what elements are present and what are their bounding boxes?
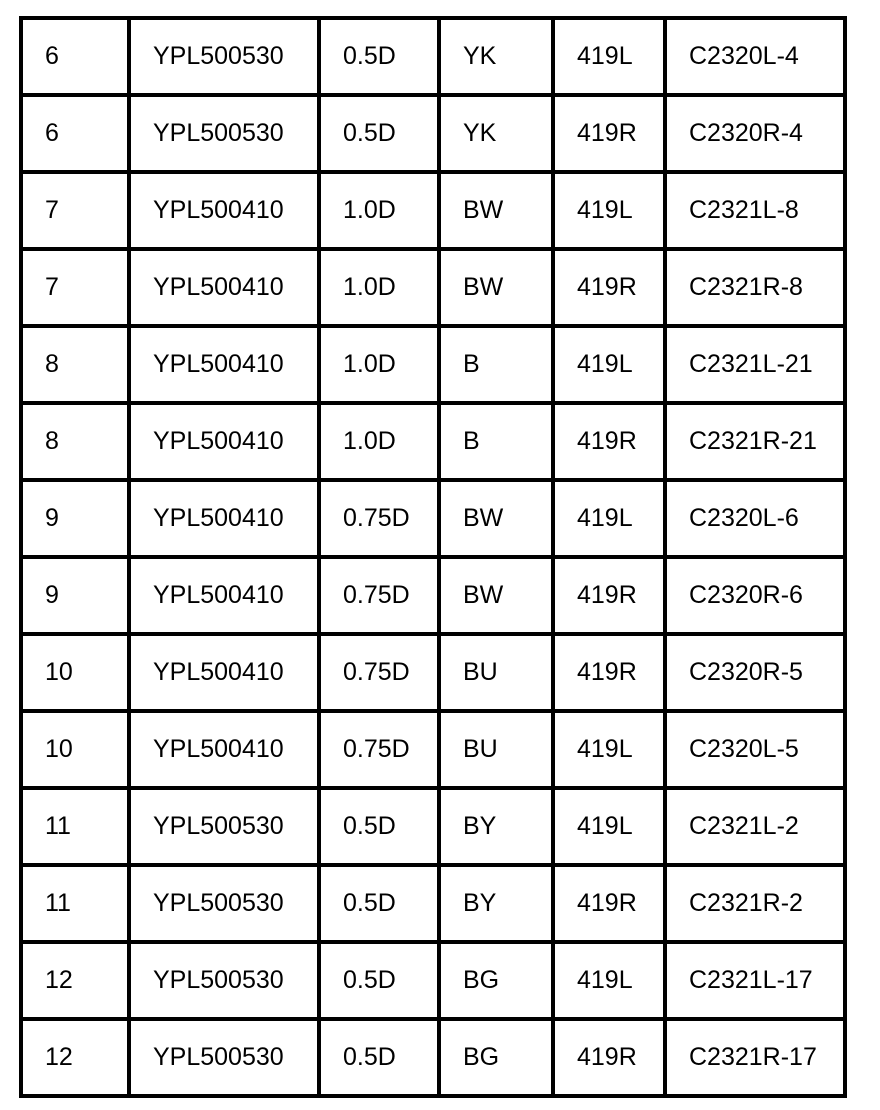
table-cell-lot-code: C2321R-17: [665, 1019, 845, 1096]
table-cell-code: BW: [439, 172, 553, 249]
table-cell-group-number: 7: [21, 249, 129, 326]
table-cell-part-number: YPL500410: [129, 711, 319, 788]
table-cell-diopter: 1.0D: [319, 172, 439, 249]
table-cell-part-number: YPL500530: [129, 865, 319, 942]
table-cell-lot-code: C2320R-6: [665, 557, 845, 634]
table-cell-lot-code: C2320R-5: [665, 634, 845, 711]
table-cell-part-number: YPL500410: [129, 326, 319, 403]
table-row: [21, 634, 845, 711]
table-cell-diopter: 0.75D: [319, 634, 439, 711]
table-cell-lot-code: C2321L-21: [665, 326, 845, 403]
table-cell-diopter: 0.5D: [319, 942, 439, 1019]
table-row: [21, 95, 845, 172]
table-cell-lot-code: C2320R-4: [665, 95, 845, 172]
table-cell-group-number: 8: [21, 326, 129, 403]
table-cell-code: YK: [439, 18, 553, 95]
table-cell-model: 419R: [553, 634, 665, 711]
table-cell-model: 419L: [553, 480, 665, 557]
table-cell-diopter: 0.75D: [319, 557, 439, 634]
table-cell-part-number: YPL500530: [129, 95, 319, 172]
table-row: [21, 326, 845, 403]
table-row: [21, 18, 845, 95]
table-cell-diopter: 0.5D: [319, 18, 439, 95]
table-cell-part-number: YPL500410: [129, 249, 319, 326]
table-cell-group-number: 11: [21, 865, 129, 942]
table-row: [21, 557, 845, 634]
table-cell-diopter: 1.0D: [319, 249, 439, 326]
table-cell-group-number: 12: [21, 1019, 129, 1096]
table-cell-code: YK: [439, 95, 553, 172]
table-cell-model: 419L: [553, 326, 665, 403]
table-cell-code: BG: [439, 942, 553, 1019]
table-cell-lot-code: C2321L-17: [665, 942, 845, 1019]
table-cell-diopter: 0.75D: [319, 711, 439, 788]
table-cell-group-number: 6: [21, 95, 129, 172]
table-cell-lot-code: C2321R-2: [665, 865, 845, 942]
table-cell-diopter: 0.5D: [319, 95, 439, 172]
table-cell-code: BU: [439, 711, 553, 788]
table-cell-code: B: [439, 403, 553, 480]
table-cell-part-number: YPL500410: [129, 634, 319, 711]
table-row: [21, 865, 845, 942]
table-cell-code: BG: [439, 1019, 553, 1096]
table-cell-model: 419R: [553, 865, 665, 942]
table-cell-model: 419L: [553, 711, 665, 788]
table-cell-part-number: YPL500410: [129, 172, 319, 249]
table-cell-model: 419R: [553, 557, 665, 634]
table-cell-lot-code: C2320L-6: [665, 480, 845, 557]
table-cell-model: 419R: [553, 95, 665, 172]
table-cell-group-number: 8: [21, 403, 129, 480]
table-cell-diopter: 1.0D: [319, 326, 439, 403]
table-cell-model: 419L: [553, 942, 665, 1019]
table-cell-group-number: 12: [21, 942, 129, 1019]
table-row: [21, 403, 845, 480]
table-cell-code: BU: [439, 634, 553, 711]
data-table: [19, 16, 847, 1098]
table-cell-model: 419R: [553, 249, 665, 326]
table-cell-diopter: 1.0D: [319, 403, 439, 480]
table-cell-model: 419L: [553, 172, 665, 249]
table-cell-group-number: 10: [21, 634, 129, 711]
table-cell-model: 419L: [553, 788, 665, 865]
table-cell-code: BW: [439, 480, 553, 557]
table-cell-lot-code: C2320L-4: [665, 18, 845, 95]
table-row: [21, 942, 845, 1019]
table-cell-code: BY: [439, 865, 553, 942]
table-cell-lot-code: C2321R-8: [665, 249, 845, 326]
table-row: [21, 711, 845, 788]
table-body: [21, 18, 845, 1096]
table-cell-lot-code: C2320L-5: [665, 711, 845, 788]
table-cell-diopter: 0.5D: [319, 865, 439, 942]
table-cell-diopter: 0.5D: [319, 788, 439, 865]
table-cell-code: BY: [439, 788, 553, 865]
table-cell-model: 419R: [553, 403, 665, 480]
table-row: [21, 480, 845, 557]
table-cell-model: 419L: [553, 18, 665, 95]
table-cell-part-number: YPL500530: [129, 788, 319, 865]
table-row: [21, 788, 845, 865]
table-cell-part-number: YPL500410: [129, 557, 319, 634]
table-row: [21, 249, 845, 326]
table-cell-group-number: 6: [21, 18, 129, 95]
document-table-container: [19, 16, 843, 1098]
table-row: [21, 1019, 845, 1096]
table-cell-diopter: 0.5D: [319, 1019, 439, 1096]
table-cell-code: B: [439, 326, 553, 403]
table-cell-lot-code: C2321R-21: [665, 403, 845, 480]
table-cell-group-number: 9: [21, 480, 129, 557]
table-cell-code: BW: [439, 557, 553, 634]
table-cell-part-number: YPL500410: [129, 480, 319, 557]
table-cell-model: 419R: [553, 1019, 665, 1096]
table-cell-group-number: 7: [21, 172, 129, 249]
table-cell-part-number: YPL500530: [129, 18, 319, 95]
table-cell-group-number: 11: [21, 788, 129, 865]
table-cell-lot-code: C2321L-8: [665, 172, 845, 249]
table-cell-group-number: 9: [21, 557, 129, 634]
table-cell-part-number: YPL500410: [129, 403, 319, 480]
table-cell-group-number: 10: [21, 711, 129, 788]
table-cell-part-number: YPL500530: [129, 942, 319, 1019]
table-row: [21, 172, 845, 249]
table-cell-diopter: 0.75D: [319, 480, 439, 557]
table-cell-code: BW: [439, 249, 553, 326]
table-cell-part-number: YPL500530: [129, 1019, 319, 1096]
table-cell-lot-code: C2321L-2: [665, 788, 845, 865]
